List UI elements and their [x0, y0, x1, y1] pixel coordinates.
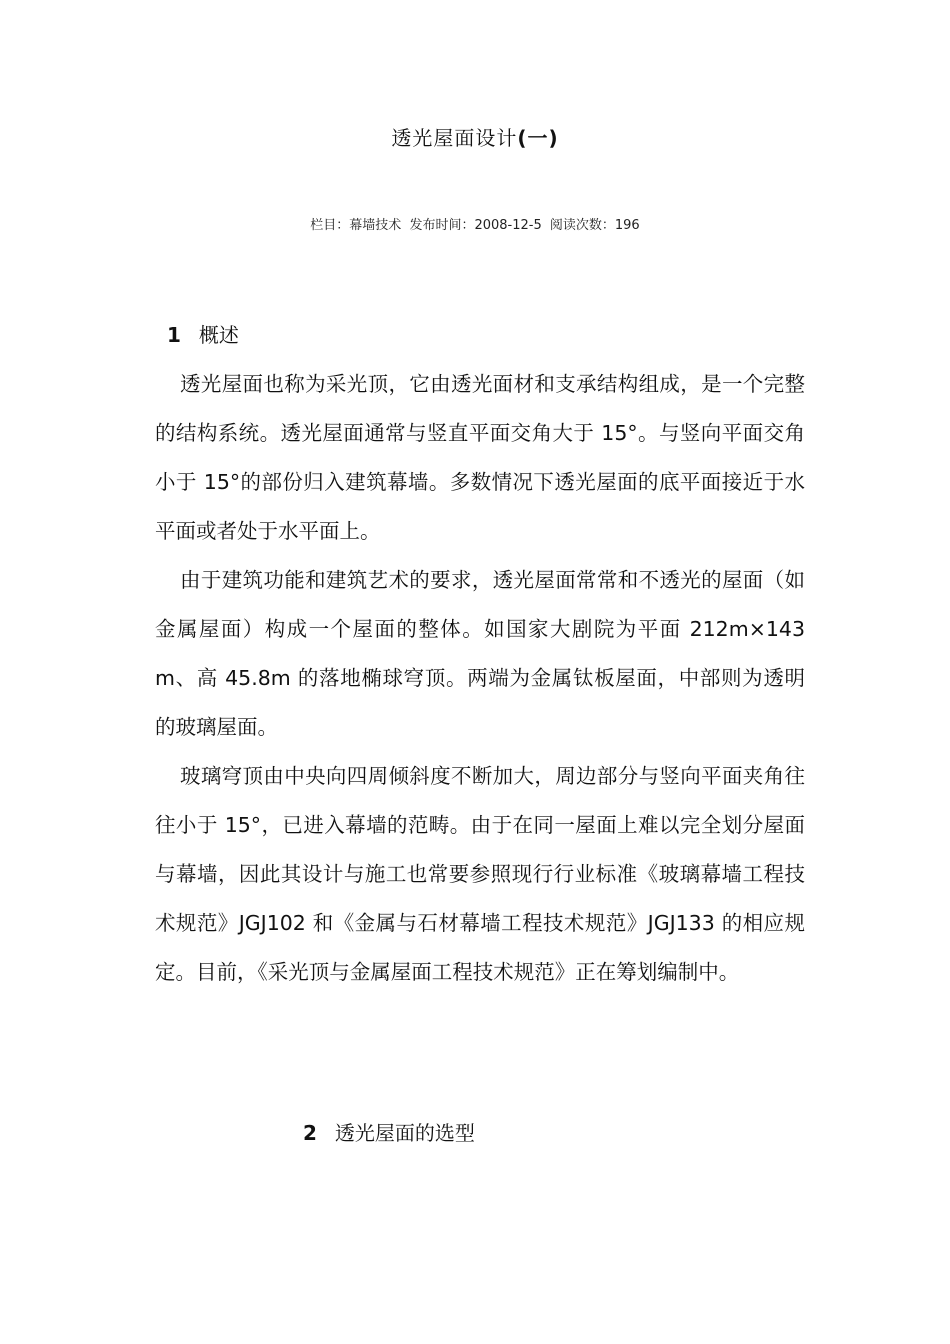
meta-published: 发布时间：2008-12-5 [409, 218, 542, 233]
meta-reads: 阅读次数：196 [549, 218, 640, 233]
page-title [0, 122, 950, 151]
title-text: 透光屋面设计 [391, 126, 518, 150]
section-1-body [155, 360, 805, 997]
paragraph: 由于建筑功能和建筑艺术的要求，透光屋面常常和不透光的屋面（如金属屋面）构成一个屋面的整体。如国家大剧院为平面 212m×143m、高 45.8m 的落地椭球穹顶。两端为金属钛板屋面，中部则为透明的玻璃屋面。 [155, 568, 805, 739]
paragraph: 玻璃穹顶由中央向四周倾斜度不断加大，周边部分与竖向平面夹角往往小于 15°，已进入幕墙的范畴。由于在同一屋面上难以完全划分屋面与幕墙，因此其设计与施工也常要参照现行行业标准《玻璃幕墙工程技术规范》JGJ102 和《金属与石材幕墙工程技术规范》JGJ133 的相应规定。目前，《采光顶与金属屋面工程技术规范》正在筹划编制中。 [155, 764, 805, 984]
paragraph: 透光屋面也称为采光顶，它由透光面材和支承结构组成，是一个完整的结构系统。透光屋面通常与竖直平面交角大于 15°。与竖向平面交角小于 15°的部份归入建筑幕墙。多数情况下透光屋面的底平面接近于水平面或者处于水平面上。 [155, 372, 805, 543]
section-2-heading [303, 1121, 475, 1145]
section-1-title: 概述 [198, 323, 239, 347]
title-suffix: (一) [517, 126, 559, 150]
section-2-title: 透光屋面的选型 [334, 1121, 475, 1145]
section-1-heading [167, 323, 239, 347]
section-1-number: 1 [167, 323, 181, 347]
meta-column: 栏目：幕墙技术 [310, 218, 402, 233]
article-meta [0, 214, 950, 233]
section-2-number: 2 [303, 1121, 317, 1145]
